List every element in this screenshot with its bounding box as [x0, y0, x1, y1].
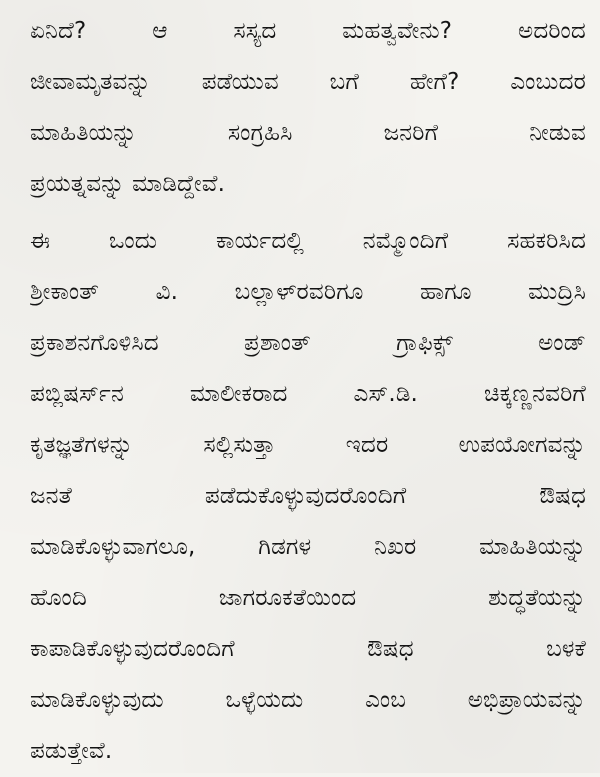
text-line: ಜೀವಾಮೃತವನ್ನು ಪಡೆಯುವ ಬಗೆ ಹೇಗೆ? ಎಂಬುದರ	[30, 69, 586, 95]
text-line: ಪ್ರಕಾಶನಗೊಳಿಸಿದ ಪ್ರಶಾಂತ್ ಗ್ರಾಫಿಕ್ಸ್ ಅಂಡ್	[30, 330, 586, 356]
paragraph-2	[30, 216, 586, 777]
text-line: ಏನಿದೆ? ಆ ಸಸ್ಯದ ಮಹತ್ವವೇನು? ಅದರಿಂದ	[30, 18, 586, 44]
text-line: ಪ್ರಯತ್ನವನ್ನು ಮಾಡಿದ್ದೇವೆ.	[30, 171, 226, 197]
text-line: ಪಡುತ್ತೇವೆ.	[30, 738, 113, 764]
text-line: ಹೊಂದಿ ಜಾಗರೂಕತೆಯಿಂದ ಶುದ್ಧತೆಯನ್ನು	[30, 585, 586, 611]
text-line: ಈ ಒಂದು ಕಾರ್ಯದಲ್ಲಿ ನಮ್ಮೊಂದಿಗೆ ಸಹಕರಿಸಿದ	[30, 228, 586, 254]
text-line: ಮಾಹಿತಿಯನ್ನು ಸಂಗ್ರಹಿಸಿ ಜನರಿಗೆ ನೀಡುವ	[30, 120, 586, 146]
text-line: ಪಬ್ಲಿಷರ್ಸ್‌ನ ಮಾಲೀಕರಾದ ಎಸ್.ಡಿ. ಚಿಕ್ಕಣ್ಣನವರಿಗೆ	[30, 381, 586, 407]
text-line: ಕಾಪಾಡಿಕೊಳ್ಳುವುದರೊಂದಿಗೆ ಔಷಧ ಬಳಕೆ	[30, 636, 586, 662]
text-line: ಜನತೆ ಪಡೆದುಕೊಳ್ಳುವುದರೊಂದಿಗೆ ಔಷಧ	[30, 483, 586, 509]
text-line: ಮಾಡಿಕೊಳ್ಳುವುದು ಒಳ್ಳೆಯದು ಎಂಬ ಅಭಿಪ್ರಾಯವನ್ನು	[30, 687, 586, 713]
text-line: ಕೃತಜ್ಞತೆಗಳನ್ನು ಸಲ್ಲಿಸುತ್ತಾ ಇದರ ಉಪಯೋಗವನ್ನು	[30, 432, 586, 458]
text-line: ಮಾಡಿಕೊಳ್ಳುವಾಗಲೂ, ಗಿಡಗಳ ನಿಖರ ಮಾಹಿತಿಯನ್ನು	[30, 534, 586, 560]
text-line: ಶ್ರೀಕಾಂತ್ ವಿ. ಬಲ್ಲಾಳ್‌ರವರಿಗೂ ಹಾಗೂ ಮುದ್ರಿಸಿ	[30, 279, 586, 305]
paragraph-1	[30, 6, 586, 210]
